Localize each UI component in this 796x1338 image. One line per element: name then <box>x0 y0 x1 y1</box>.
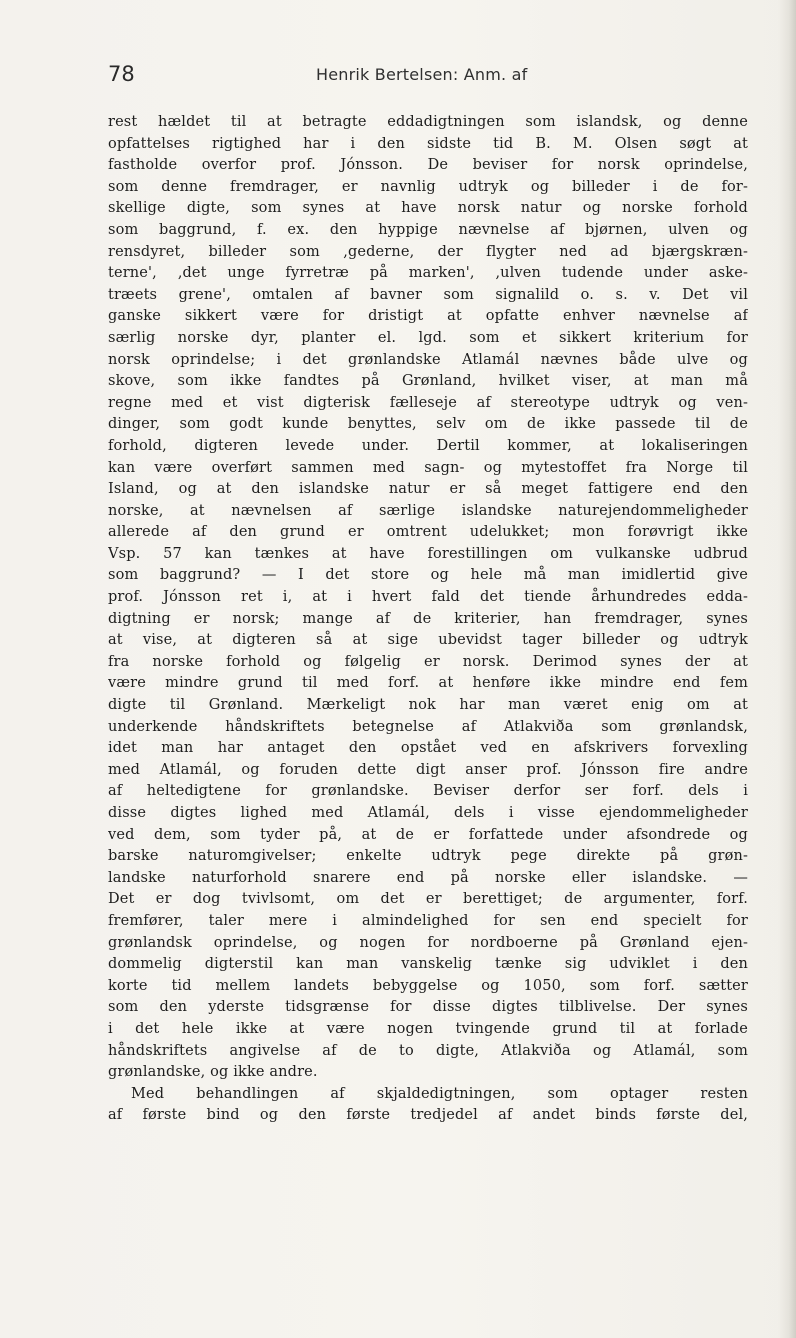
text-line: være mindre grund til med forf. at henføre ikke mindre end fem <box>108 675 748 692</box>
text-line: norsk oprindelse; i det grønlandske Atlamál nævnes både ulve og <box>108 351 748 368</box>
text-line: digte til Grønland. Mærkeligt nok har man været enig om at <box>108 697 748 714</box>
text-line: Med behandlingen af skjaldedigtningen, som optager resten <box>131 1085 748 1102</box>
text-line: Vsp. 57 kan tænkes at have forestillingen om vulkanske udbrud <box>108 545 748 562</box>
text-line: skove, som ikke fandtes på Grønland, hvilket viser, at man må <box>108 373 748 390</box>
text-line: grønlandske, og ikke andre. <box>108 1064 318 1081</box>
text-line: fastholde overfor prof. Jónsson. De beviser for norsk oprindelse, <box>108 157 748 174</box>
text-line: digtning er norsk; mange af de kriterier, han fremdrager, synes <box>108 610 748 627</box>
text-line: skellige digte, som synes at have norsk natur og norske forhold <box>108 200 748 217</box>
text-line: landske naturforhold snarere end på norske eller islandske. — <box>108 869 748 886</box>
text-line: som denne fremdrager, er navnlig udtryk og billeder i de for- <box>108 178 748 195</box>
text-line: af heltedigtene for grønlandske. Beviser derfor ser forf. dels i <box>108 783 748 800</box>
text-line: grønlandsk oprindelse, og nogen for nordboerne på Grønland ejen- <box>108 934 748 951</box>
text-line: håndskriftets angivelse af de to digte, Atlakviða og Atlamál, som <box>108 1042 748 1059</box>
text-line: disse digtes lighed med Atlamál, dels i visse ejendommeligheder <box>108 805 748 821</box>
text-line: korte tid mellem landets bebyggelse og 1050, som forf. sætter <box>108 977 748 994</box>
text-line: Island, og at den islandske natur er så meget fattigere end den <box>108 481 748 498</box>
running-title: Henrik Bertelsen: Anm. af <box>316 65 528 84</box>
text-line: forhold, digteren levede under. Dertil kommer, at lokaliseringen <box>108 437 748 454</box>
text-line: allerede af den grund er omtrent udelukket; mon forøvrigt ikke <box>108 524 748 541</box>
text-line: kan være overført sammen med sagn- og mytestoffet fra Norge til <box>108 459 748 476</box>
text-line: som baggrund, f. ex. den hyppige nævnelse af bjørnen, ulven og <box>108 221 748 238</box>
text-line: rensdyret, billeder som ‚gederne, der flygter ned ad bjærgskræn- <box>108 243 748 260</box>
text-line: af første bind og den første tredjedel af andet binds første del, <box>108 1107 748 1124</box>
text-line: at vise, at digteren så at sige ubevidst tager billeder og udtryk <box>108 632 748 649</box>
text-line: prof. Jónsson ret i, at i hvert fald det tiende århundredes edda- <box>108 589 748 606</box>
text-line: norske, at nævnelsen af særlige islandske naturejendommeligheder <box>108 502 748 519</box>
text-line: Det er dog tvivlsomt, om det er berettiget; de argumenter, forf. <box>108 891 748 908</box>
page-edge-shadow <box>778 0 796 1338</box>
text-line: rest hældet til at betragte eddadigtningen som islandsk, og denne <box>108 114 748 130</box>
text-line: som den yderste tidsgrænse for disse digtes tilblivelse. Der synes <box>108 999 748 1016</box>
text-line: regne med et vist digterisk fælleseje af stereotype udtryk og ven- <box>108 394 748 411</box>
text-line: særlig norske dyr, planter el. lgd. som et sikkert kriterium for <box>108 329 748 346</box>
text-line: underkende håndskriftets betegnelse af Atlakviða som grønlandsk, <box>108 718 748 735</box>
page-number: 78 <box>108 62 135 86</box>
text-line: fremfører, taler mere i almindelighed for sen end specielt for <box>108 912 748 929</box>
text-line: idet man har antaget den opstået ved en afskrivers forvexling <box>108 740 748 757</box>
text-line: ganske sikkert være for dristigt at opfatte enhver nævnelse af <box>108 308 748 325</box>
text-line: ved dem, som tyder på, at de er forfattede under afsondrede og <box>108 826 748 843</box>
text-line: dommelig digterstil kan man vanskelig tænke sig udviklet i den <box>108 956 748 973</box>
text-line: som baggrund? — I det store og hele må man imidlertid give <box>108 567 748 584</box>
text-line: træets grene', omtalen af bavner som signalild o. s. v. Det vil <box>108 286 748 303</box>
text-line: opfattelses rigtighed har i den sidste tid B. M. Olsen søgt at <box>108 135 748 152</box>
text-line: med Atlamál, og foruden dette digt anser prof. Jónsson fire andre <box>108 761 748 778</box>
page-header <box>108 62 748 92</box>
text-line: dinger, som godt kunde benyttes, selv om de ikke passede til de <box>108 416 748 433</box>
text-line: barske naturomgivelser; enkelte udtryk pege direkte på grøn- <box>108 848 748 865</box>
body-text <box>108 112 748 1127</box>
text-line: terne', ‚det unge fyrretræ på marken', ‚ulven tudende under aske- <box>108 265 748 282</box>
text-line: i det hele ikke at være nogen tvingende grund til at forlade <box>108 1020 748 1037</box>
text-line: fra norske forhold og følgelig er norsk. Derimod synes der at <box>108 653 748 670</box>
